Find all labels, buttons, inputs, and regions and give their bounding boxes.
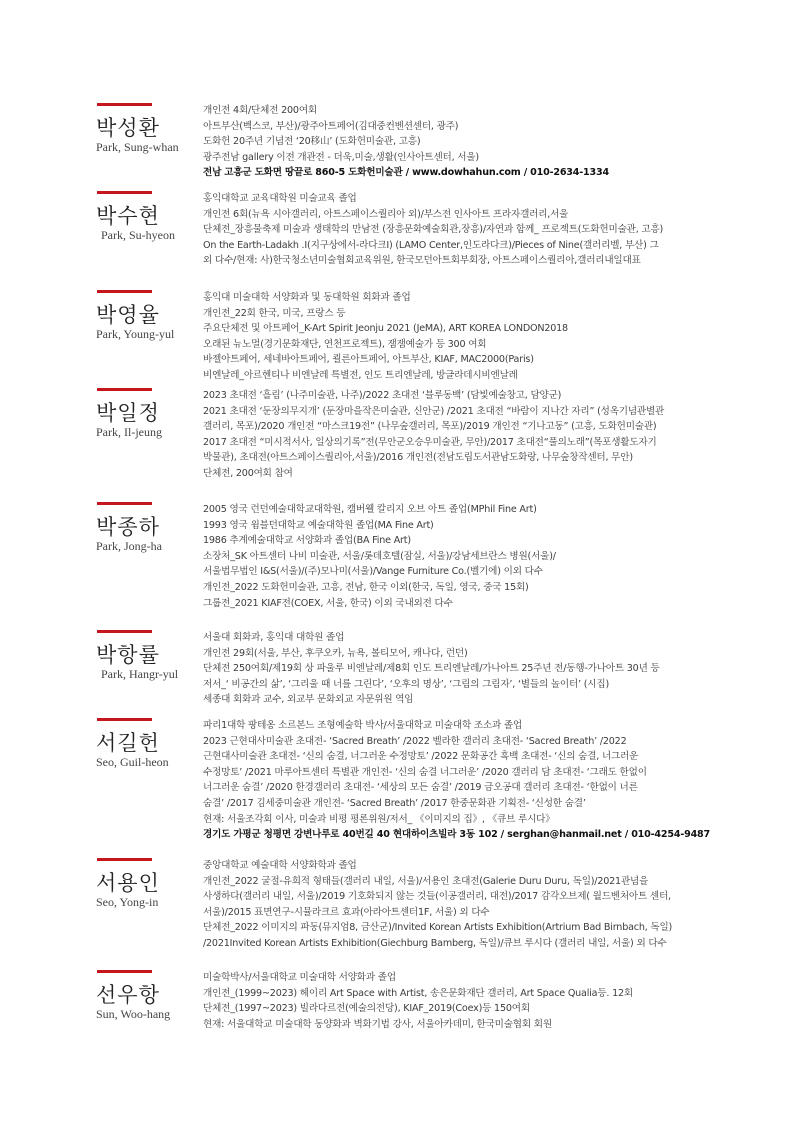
artist-bio <box>203 103 703 181</box>
bio-line: 비엔날레_아르헨티나 비엔날레 특별전, 인도 트리엔날레, 방글라데시비엔날레 <box>203 369 518 381</box>
bio-line: 오래된 뉴노멀(경기문화재단, 연천프로젝트), 잼잼예술가 등 300 여회 <box>203 338 487 350</box>
artist-name-korean: 서길헌 <box>96 731 160 755</box>
bio-line: 개인전_2022 굴절-유희적 형태들(갤러리 내일, 서울)/서용인 초대전(Galerie Duru Duru, 독일)/2021관념을 <box>203 875 649 887</box>
artist-name-korean: 박항률 <box>96 643 160 667</box>
bio-line: 서울)/2015 표면연구-시뮬라크르 효과(아라아트센터1F, 서울) 외 다수 <box>203 906 490 918</box>
bio-line: 갤러리, 목포)/2020 개인전 “마스크19전” (나무숲갤러리, 목포)/2019 개인전 “기나고동” (고흥, 도화헌미술관) <box>203 421 657 433</box>
artist-bio <box>203 502 703 611</box>
red-accent-bar <box>97 388 152 391</box>
contact-line: 경기도 가평군 청평면 강변나루로 40번길 40 현대하이츠빌라 3동 102 / serghan@hanmail.net / 010-4254-9487 <box>203 829 710 841</box>
bio-line: 근현대사미술관 초대전- ‘신의 숨결, 너그러운 수정망토’ /2022 문화공간 흑백 초대전- ‘신의 숨결, 너그러운 <box>203 751 639 763</box>
bio-line: 2005 영국 런던예술대학교대학원, 캠버웰 칼리지 오브 아트 졸업(MPhil Fine Art) <box>203 504 537 515</box>
bio-line: 파리1대학 팡테옹 소르본느 조형예술학 박사/서울대학교 미술대학 조소과 졸업 <box>203 720 523 731</box>
bio-line: 광주전남 gallery 이전 개관전 - 더욱,미술,생활(인사아트센터, 서울) <box>203 151 479 163</box>
artist-bio <box>203 858 703 952</box>
artist-name-korean: 박종하 <box>96 515 160 539</box>
bio-line: 홍익대 미술대학 서양화과 및 동대학원 회화과 졸업 <box>203 292 411 303</box>
bio-line: 너그러운 숨결’ /2020 한경갤러리 초대전- ‘세상의 모든 숨결’ /2019 금오공대 갤러리 초대전- ‘한없이 너른 <box>203 782 638 794</box>
bio-line: 홍익대학교 교육대학원 미술교육 졸업 <box>203 193 357 204</box>
artist-name-english: Park, Sung-whan <box>96 140 179 154</box>
bio-line: 사생하다(갤러리 내일, 서울)/2019 기호화되지 않는 것들(이공갤러리, 대전)/2017 감각오브제( 월드벤처아트 센터, <box>203 891 671 903</box>
contact-line: 전남 고흥군 도화면 땅끝로 860-5 도화헌미술관 / www.dowhahun.com / 010-2634-1334 <box>203 167 609 179</box>
bio-line: 중앙대학교 예술대학 서양화학과 졸업 <box>203 860 357 871</box>
bio-line: 2023 근현대사미술관 초대전- ‘Sacred Breath’ /2022 벨라한 갤러리 초대전- ‘Sacred Breath’ /2022 <box>203 735 627 747</box>
artist-bio <box>203 290 703 384</box>
bio-line: 현재: 서울조각회 이사, 미술과 비평 평론위원/저서_ 《이미지의 집》, 《큐브 루시다》 <box>203 813 555 825</box>
artist-name-korean: 박일정 <box>96 401 160 425</box>
bio-line: 2017 초대전 “미시적서사, 일상의기록”전(무안군오승우미술관, 무안)/2017 초대전“풀의노래”(목포생활도자기 <box>203 436 657 448</box>
bio-line: 서울대 회화과, 홍익대 대학원 졸업 <box>203 632 345 643</box>
artist-bio <box>203 718 710 843</box>
bio-line: 개인전_2022 도화헌미술관, 고흥, 전남, 한국 이외(한국, 독일, 영국, 중국 15회) <box>203 581 529 593</box>
bio-line: 수정망토’ /2021 마루아트센터 특별관 개인전- ‘신의 숨결 너그러운’ /2020 갤러리 담 초대전- ‘그래도 한없이 <box>203 766 647 778</box>
artist-name-korean: 서용인 <box>96 871 160 895</box>
bio-line: 소장처_SK 아트센터 나비 미술관, 서울/롯데호텔(잠실, 서울)/강남세브란스 병원(서울)/ <box>203 550 556 562</box>
bio-line: 개인전_22회 한국, 미국, 프랑스 등 <box>203 307 346 319</box>
bio-line: 외 다수/현재: 사)한국청소년미술협회교육위원, 한국모던아트회부회장, 아트스페이스퀄리아,갤러리내일대표 <box>203 255 641 267</box>
bio-line: 1993 영국 윔블던대학교 예술대학원 졸업(MA Fine Art) <box>203 519 434 531</box>
bio-line: On the Earth-Ladakh .I(지구상에서-라다크I) (LAMO Center,인도라다크)/Pieces of Nine(갤러리벨, 부산) 그 <box>203 239 659 251</box>
bio-line: 단체전, 200여회 참여 <box>203 467 293 479</box>
bio-line: 단체전 250여회/제19회 상 파울루 비엔날레/제8회 인도 트리엔날레/가나아트 25주년 전/동행-가나아트 30년 등 <box>203 663 660 675</box>
artist-name-korean: 박수현 <box>96 204 160 228</box>
bio-line: 1986 추계예술대학교 서양화과 졸업(BA Fine Art) <box>203 535 411 547</box>
bio-line: 단체전_2022 이미지의 파동(뮤지엄8, 금산군)/Invited Korean Artists Exhibition(Artrium Bad Birnbach, 독일) <box>203 922 673 934</box>
artist-name-english: Park, Hangr-yul <box>101 667 179 681</box>
artist-bio <box>203 630 703 708</box>
bio-line: 2023 초대전 ‘흘림’ (나주미술관, 나주)/2022 초대전 ‘블루동백’ (담빛예술창고, 담양군) <box>203 390 562 401</box>
bio-line: 세종대 회화과 교수, 외교부 문화외교 자문위원 역임 <box>203 694 414 706</box>
bio-line: 숨결’ /2017 김세중미술관 개인전- ‘Sacred Breath’ /2017 한중문화관 기획전- ‘신성한 숨결’ <box>203 797 586 809</box>
artist-name-english: Park, Su-hyeon <box>101 228 175 242</box>
bio-line: /2021Invited Korean Artists Exhibition(Giechburg Bamberg, 독일)/큐브 루시다 (갤러리 내일, 서울) 외 다수 <box>203 937 667 949</box>
artist-name-english: Sun, Woo-hang <box>96 1007 171 1021</box>
artist-bio <box>203 970 703 1032</box>
bio-line: 개인전 6회(뉴욕 시아갤러리, 아트스페이스퀄리아 외)/부스전 인사아트 프라자갤러리,서울 <box>203 208 569 220</box>
artist-name-english: Seo, Yong-in <box>96 895 159 909</box>
red-accent-bar <box>97 718 152 721</box>
red-accent-bar <box>97 103 152 106</box>
bio-line: 저서_‘ 비공간의 삶’, ‘그리울 때 너를 그린다’, ‘오후의 명상’, ‘그림의 그림자’, ‘별들의 놀이터’ (시집) <box>203 678 609 690</box>
artist-name-korean: 박영율 <box>96 303 160 327</box>
bio-line: 2021 초대전 ‘둔장의무지개’ (둔장마을작은미술관, 신안군) /2021 초대전 “바람이 지나간 자리” (성옥기념관별관 <box>203 405 665 417</box>
artist-name-korean: 박성환 <box>96 116 160 140</box>
bio-line: 단체전_장흥물축제 미술과 생태학의 만남전 (장흥문화예술회관,장흥)/자연과 함께_ 프로젝트(도화헌미술관, 고흥) <box>203 224 664 236</box>
bio-line: 개인전_(1999~2023) 헤이리 Art Space with Artist, 송은문화재단 갤러리, Art Space Qualia등. 12회 <box>203 987 633 999</box>
bio-line: 아트부산(벡스코, 부산)/광주아트페어(김대중컨벤션센터, 광주) <box>203 120 459 132</box>
artist-name-english: Seo, Guil-heon <box>96 755 169 769</box>
red-accent-bar <box>97 970 152 973</box>
artist-bio <box>203 388 703 482</box>
red-accent-bar <box>97 858 152 861</box>
red-accent-bar <box>97 502 152 505</box>
bio-line: 박물관), 초대전(아트스페이스퀄리아,서울)/2016 개인전(전남도립도서관남도화랑, 나무숲창작센터, 무안) <box>203 452 633 464</box>
artist-bio <box>203 191 703 269</box>
bio-line: 주요단체전 및 아트페어_K-Art Spirit Jeonju 2021 (JeMA), ART KOREA LONDON2018 <box>203 323 568 335</box>
bio-line: 개인전 29회(서울, 부산, 후쿠오카, 뉴욕, 볼티모어, 캐나다, 런던) <box>203 647 468 659</box>
bio-line: 서울법무법인 I&S(서울)/(주)모나미(서울)/Vange Furniture Co.(벨기에) 이외 다수 <box>203 566 543 578</box>
artist-name-english: Park, Young-yul <box>96 327 175 341</box>
artist-name-korean: 선우항 <box>96 983 160 1007</box>
bio-line: 도화헌 20주년 기념전 ‘20移山’ (도화헌미술관, 고흥) <box>203 136 421 148</box>
bio-line: 미술학박사/서울대학교 미술대학 서양화과 졸업 <box>203 972 396 983</box>
bio-line: 현재: 서울대학교 미술대학 동양화과 벽화기법 강사, 서울아카데미, 한국미술협회 회원 <box>203 1018 552 1030</box>
bio-line: 바젤아트페어, 세네바아트페어, 쾰른아트페어, 아트부산, KIAF, MAC2000(Paris) <box>203 354 534 366</box>
red-accent-bar <box>97 191 152 194</box>
artist-name-english: Park, Jong-ha <box>96 539 162 553</box>
red-accent-bar <box>97 630 152 633</box>
bio-line: 그룹전_2021 KIAF전(COEX, 서울, 한국) 이외 국내외전 다수 <box>203 597 453 609</box>
artist-name-english: Park, Il-jeung <box>96 425 162 439</box>
bio-line: 단체전_(1997~2023) 빌라다르전(예술의전당), KIAF_2019(Coex)등 150여회 <box>203 1003 530 1015</box>
bio-line: 개인전 4회/단체전 200여회 <box>203 105 317 116</box>
red-accent-bar <box>97 290 152 293</box>
